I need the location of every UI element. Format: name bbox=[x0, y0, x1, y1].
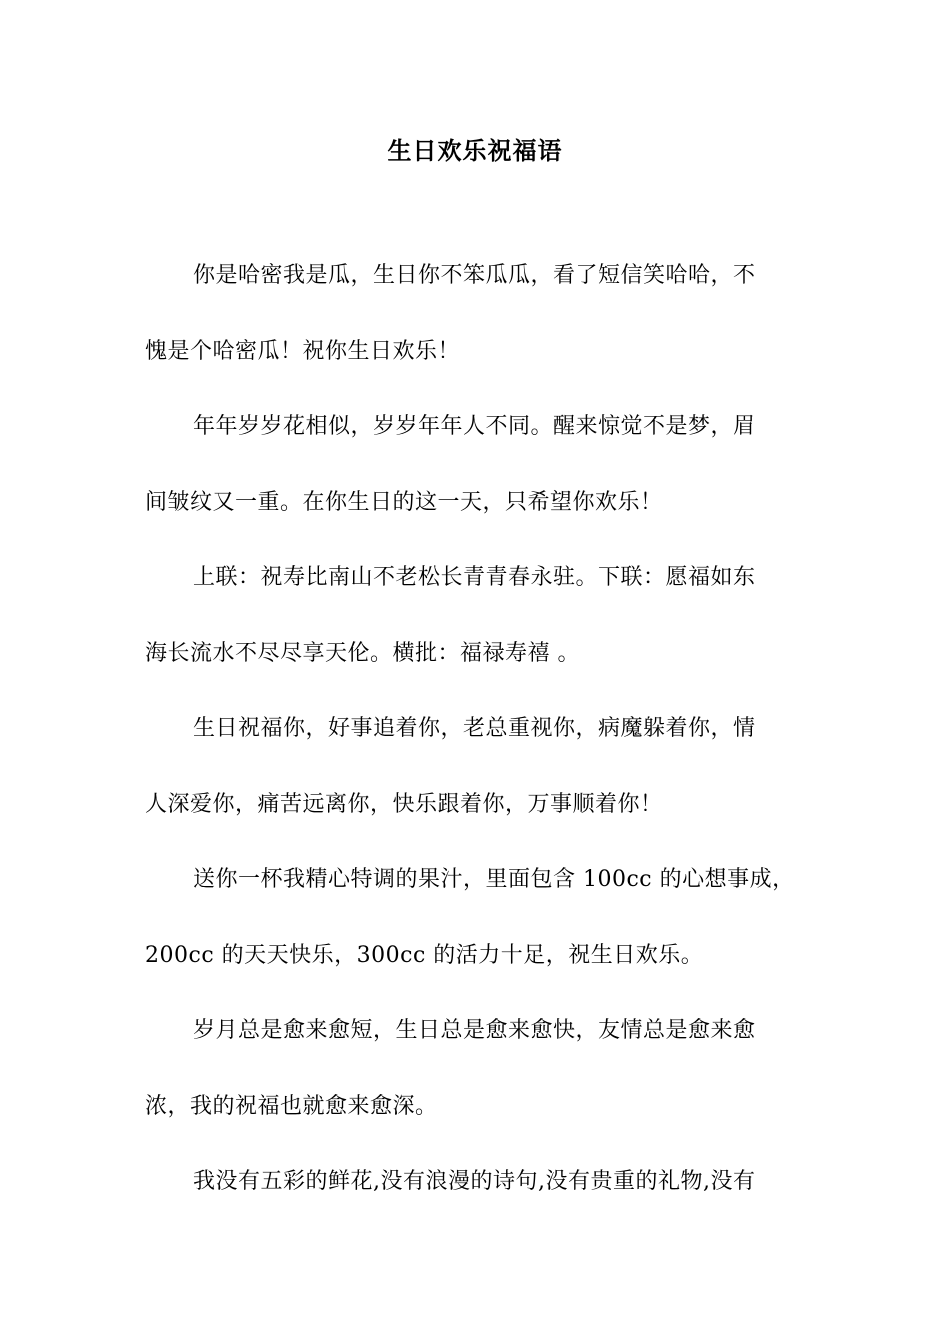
text-line: 生日祝福你，好事追着你，老总重视你，病魔躲着你，情 bbox=[193, 716, 756, 741]
text-line: 浓，我的祝福也就愈来愈深。 bbox=[145, 1093, 438, 1119]
text-line: 间皱纹又一重。在你生日的这一天，只希望你欢乐！ bbox=[145, 489, 663, 515]
text-line: 你是哈密我是瓜，生日你不笨瓜瓜，看了短信笑哈哈，不 bbox=[193, 263, 756, 288]
text-line: 人深爱你，痛苦远离你，快乐跟着你，万事顺着你！ bbox=[145, 791, 663, 817]
document-body bbox=[145, 256, 810, 1238]
page-title: 生日欢乐祝福语 bbox=[387, 136, 563, 165]
text-line: 年年岁岁花相似，岁岁年年人不同。醒来惊觉不是梦，眉 bbox=[193, 414, 756, 439]
text-line: 岁月总是愈来愈短，生日总是愈来愈快，友情总是愈来愈 bbox=[193, 1018, 756, 1043]
text-line: 我没有五彩的鲜花,没有浪漫的诗句,没有贵重的礼物,没有 bbox=[193, 1169, 756, 1194]
text-line: 送你一杯我精心特调的果汁，里面包含 100cc 的心想事成， bbox=[193, 867, 795, 892]
text-line: 200cc 的天天快乐，300cc 的活力十足，祝生日欢乐。 bbox=[145, 942, 704, 968]
text-line: 海长流水不尽尽享天伦。横批：福禄寿禧 。 bbox=[145, 640, 580, 666]
text-line: 上联：祝寿比南山不老松长青青春永驻。下联：愿福如东 bbox=[193, 565, 756, 590]
text-line: 愧是个哈密瓜！祝你生日欢乐！ bbox=[145, 338, 461, 364]
